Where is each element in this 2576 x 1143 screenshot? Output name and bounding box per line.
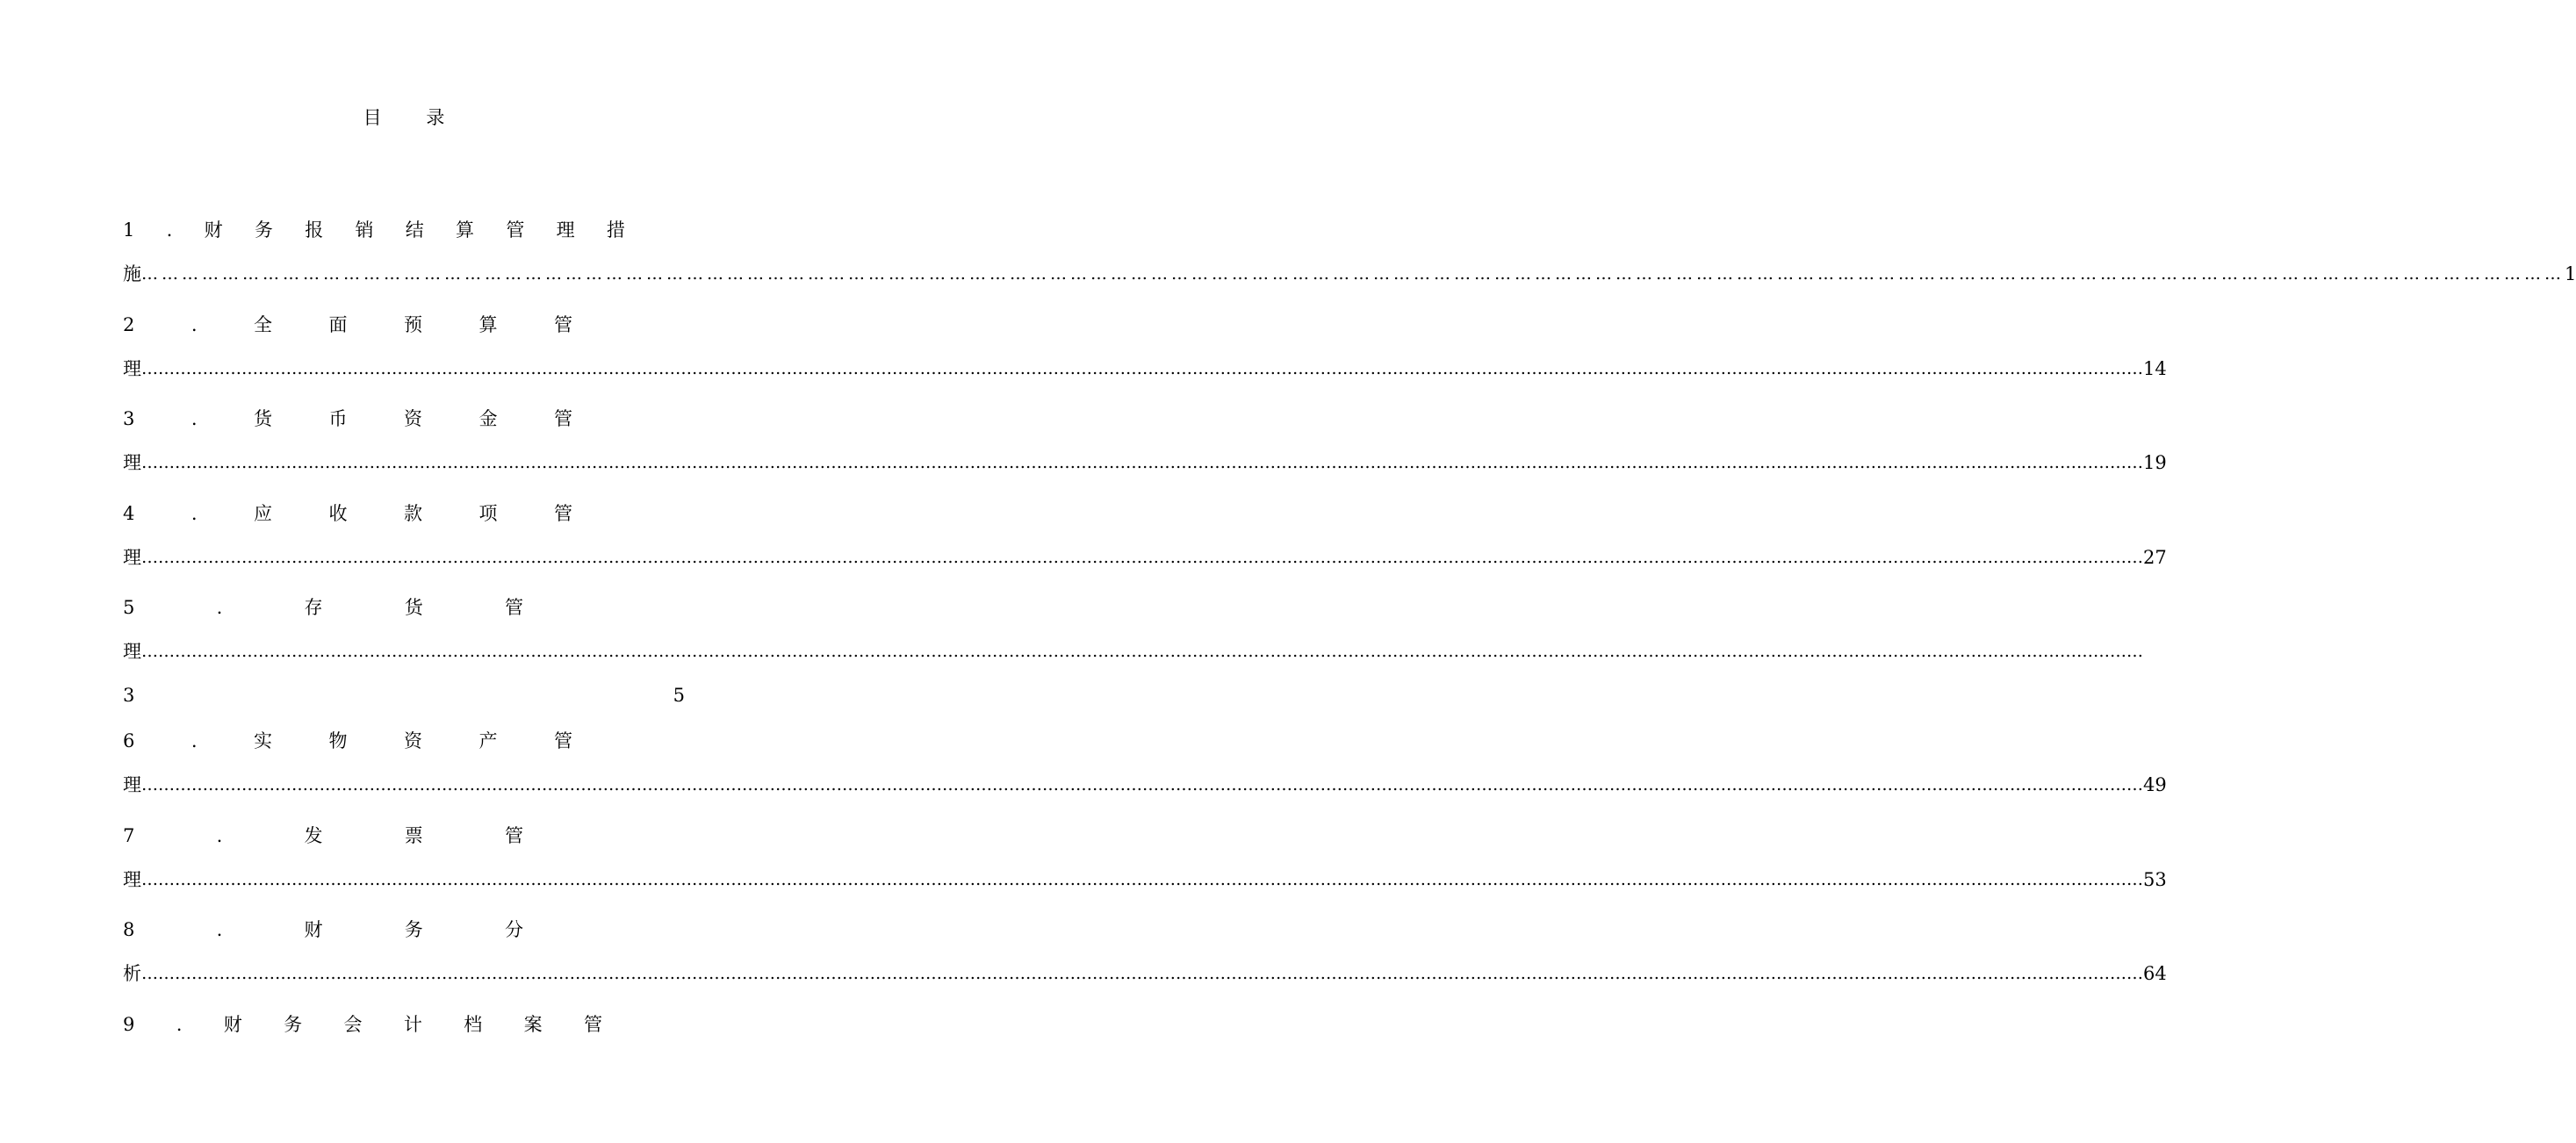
toc-heading-char: . xyxy=(166,219,173,241)
toc-heading-char: 资 xyxy=(404,408,422,429)
toc-heading-char: 7 xyxy=(123,825,135,846)
toc-heading-char: . xyxy=(176,1014,183,1035)
toc-heading-char: 分 xyxy=(505,919,523,940)
toc-heading-char: 产 xyxy=(479,730,498,751)
dot-leader: ……………………………………………………………………………………………………………………………………………………………………………………………………………………………………………………………………………………………………………………………… xyxy=(141,964,2143,983)
toc-heading-char: 物 xyxy=(328,730,348,751)
toc-heading-char: 财 xyxy=(204,219,223,241)
toc-entry-leader-line xyxy=(123,356,2167,382)
toc-heading-char: 资 xyxy=(404,730,422,751)
toc-entry-heading xyxy=(123,917,523,943)
toc-entry-heading xyxy=(123,406,572,432)
toc-heading-char: 管 xyxy=(505,825,523,846)
toc-entry-leader-line xyxy=(123,772,2167,798)
toc-heading-char: 发 xyxy=(304,825,323,846)
toc-heading-char: 案 xyxy=(523,1014,543,1035)
toc-heading-char: 务 xyxy=(284,1014,303,1035)
toc-heading-char: 理 xyxy=(556,219,575,241)
toc-last-char: 理 xyxy=(123,869,141,890)
toc-heading-char: 票 xyxy=(404,825,423,846)
toc-page-number: 49 xyxy=(2143,774,2167,795)
toc-entry-heading xyxy=(123,500,572,527)
toc-heading-char: . xyxy=(216,919,223,940)
toc-heading-char: . xyxy=(191,408,198,429)
toc-heading-char: 8 xyxy=(123,919,135,940)
toc-heading-char: 1 xyxy=(123,219,135,241)
dot-leader: ……………………………………………………………………………………………………………………………………………………………………………………………………………………………………………………………………………………………………………………………… xyxy=(141,359,2143,378)
toc-heading-char: 管 xyxy=(553,408,572,429)
toc-heading-char: 全 xyxy=(254,314,273,335)
toc-entry-heading xyxy=(123,594,523,621)
dot-leader: ……………………………………………………………………………………………………………………………………………………………………………………………………………………………………………………………………………………………………………………………… xyxy=(141,870,2143,889)
dot-leader: ……………………………………………………………………………………………………………………………………………………………………………………………………………………………………………………………………………………………………………………………… xyxy=(141,775,2143,794)
page-title: 目 录 xyxy=(363,107,464,128)
toc-last-char: 理 xyxy=(123,774,141,795)
toc-heading-char: 算 xyxy=(479,314,498,335)
toc-last-char: 理 xyxy=(123,358,141,379)
dot-leader: ……………………………………………………………………………………………………………………………………………………………………………………………………………………………………………………………………………………………………………………………… xyxy=(141,548,2143,567)
toc-heading-char: 币 xyxy=(328,408,348,429)
dot-leader: ……………………………………………………………………………………………………………………………………………………………………………………………………………………………………………………………………………………………………………………………… xyxy=(141,453,2143,472)
toc-heading-char: 预 xyxy=(404,314,422,335)
toc-heading-char: 计 xyxy=(403,1014,422,1035)
toc-entry-heading xyxy=(123,217,625,243)
toc-heading-char: 9 xyxy=(123,1014,135,1035)
toc-heading-char: 5 xyxy=(123,597,135,618)
toc-heading-char: . xyxy=(191,503,198,524)
toc-page-number: 14 xyxy=(2143,358,2167,379)
toc-heading-char: 收 xyxy=(328,503,348,524)
toc-heading-char: 财 xyxy=(223,1014,242,1035)
toc-heading-char: 结 xyxy=(405,219,424,241)
toc-entry-heading xyxy=(123,823,523,849)
toc-last-char: 施 xyxy=(123,263,141,284)
toc-heading-char: 财 xyxy=(304,919,323,940)
toc-heading-char: 货 xyxy=(404,597,423,618)
toc-entry-leader-line xyxy=(123,544,2167,571)
toc-heading-char: 应 xyxy=(254,503,273,524)
toc-page-digit: 3 xyxy=(123,685,135,706)
toc-heading-char: 6 xyxy=(123,730,135,751)
toc-heading-char: 管 xyxy=(553,314,572,335)
toc-page-number: 27 xyxy=(2143,547,2167,568)
toc-entry-leader-line xyxy=(123,638,2143,665)
toc-page-number: 19 xyxy=(2143,452,2167,473)
dot-leader: ……………………………………………………………………………………………………………………………………………………………………………………………………………………………………………………………………………………………………………………………… xyxy=(141,642,2143,661)
toc-entry-heading xyxy=(123,728,572,754)
toc-entry-leader-line xyxy=(123,960,2167,987)
toc-heading-char: 款 xyxy=(404,503,422,524)
toc-heading-char: 算 xyxy=(456,219,475,241)
toc-heading-char: . xyxy=(216,597,223,618)
toc-heading-char: 货 xyxy=(254,408,273,429)
dot-leader: ……………………………………………………………………………………………………………………………………………………………………………………………………………………………………………………………………………………………………………………………… xyxy=(141,264,2565,284)
toc-page-number: 64 xyxy=(2143,963,2167,984)
toc-heading-char: . xyxy=(216,825,223,846)
toc-heading-char: 2 xyxy=(123,314,135,335)
toc-heading-char: 务 xyxy=(254,219,273,241)
toc-heading-char: 管 xyxy=(583,1014,602,1035)
toc-heading-char: 实 xyxy=(254,730,273,751)
toc-heading-char: 档 xyxy=(464,1014,483,1035)
toc-heading-char: 管 xyxy=(553,730,572,751)
toc-heading-char: . xyxy=(191,314,198,335)
toc-heading-char: 管 xyxy=(506,219,525,241)
toc-last-char: 理 xyxy=(123,547,141,568)
toc-last-char: 理 xyxy=(123,452,141,473)
toc-heading-char: . xyxy=(191,730,198,751)
toc-entry-leader-line xyxy=(123,866,2167,893)
toc-entry-leader-line xyxy=(123,261,2576,287)
toc-last-char: 析 xyxy=(123,963,141,984)
toc-heading-char: 管 xyxy=(505,597,523,618)
toc-page-number-wrapped xyxy=(123,682,685,708)
toc-entry-heading xyxy=(123,1011,602,1038)
toc-heading-char: 会 xyxy=(343,1014,363,1035)
toc-heading-char: 销 xyxy=(355,219,374,241)
toc-page-number: 53 xyxy=(2143,869,2167,890)
toc-heading-char: 4 xyxy=(123,503,135,524)
toc-page-number: 1 xyxy=(2565,263,2576,284)
toc-heading-char: 措 xyxy=(606,219,625,241)
toc-heading-char: 金 xyxy=(479,408,498,429)
toc-heading-char: 报 xyxy=(305,219,324,241)
toc-heading-char: 面 xyxy=(328,314,348,335)
toc-entry-heading xyxy=(123,312,572,338)
toc-page-digit: 5 xyxy=(673,685,685,706)
toc-heading-char: 存 xyxy=(304,597,323,618)
toc-heading-char: 管 xyxy=(553,503,572,524)
toc-last-char: 理 xyxy=(123,641,141,662)
toc-heading-char: 3 xyxy=(123,408,135,429)
toc-heading-char: 项 xyxy=(479,503,498,524)
toc-entry-leader-line xyxy=(123,449,2167,476)
toc-heading-char: 务 xyxy=(404,919,423,940)
